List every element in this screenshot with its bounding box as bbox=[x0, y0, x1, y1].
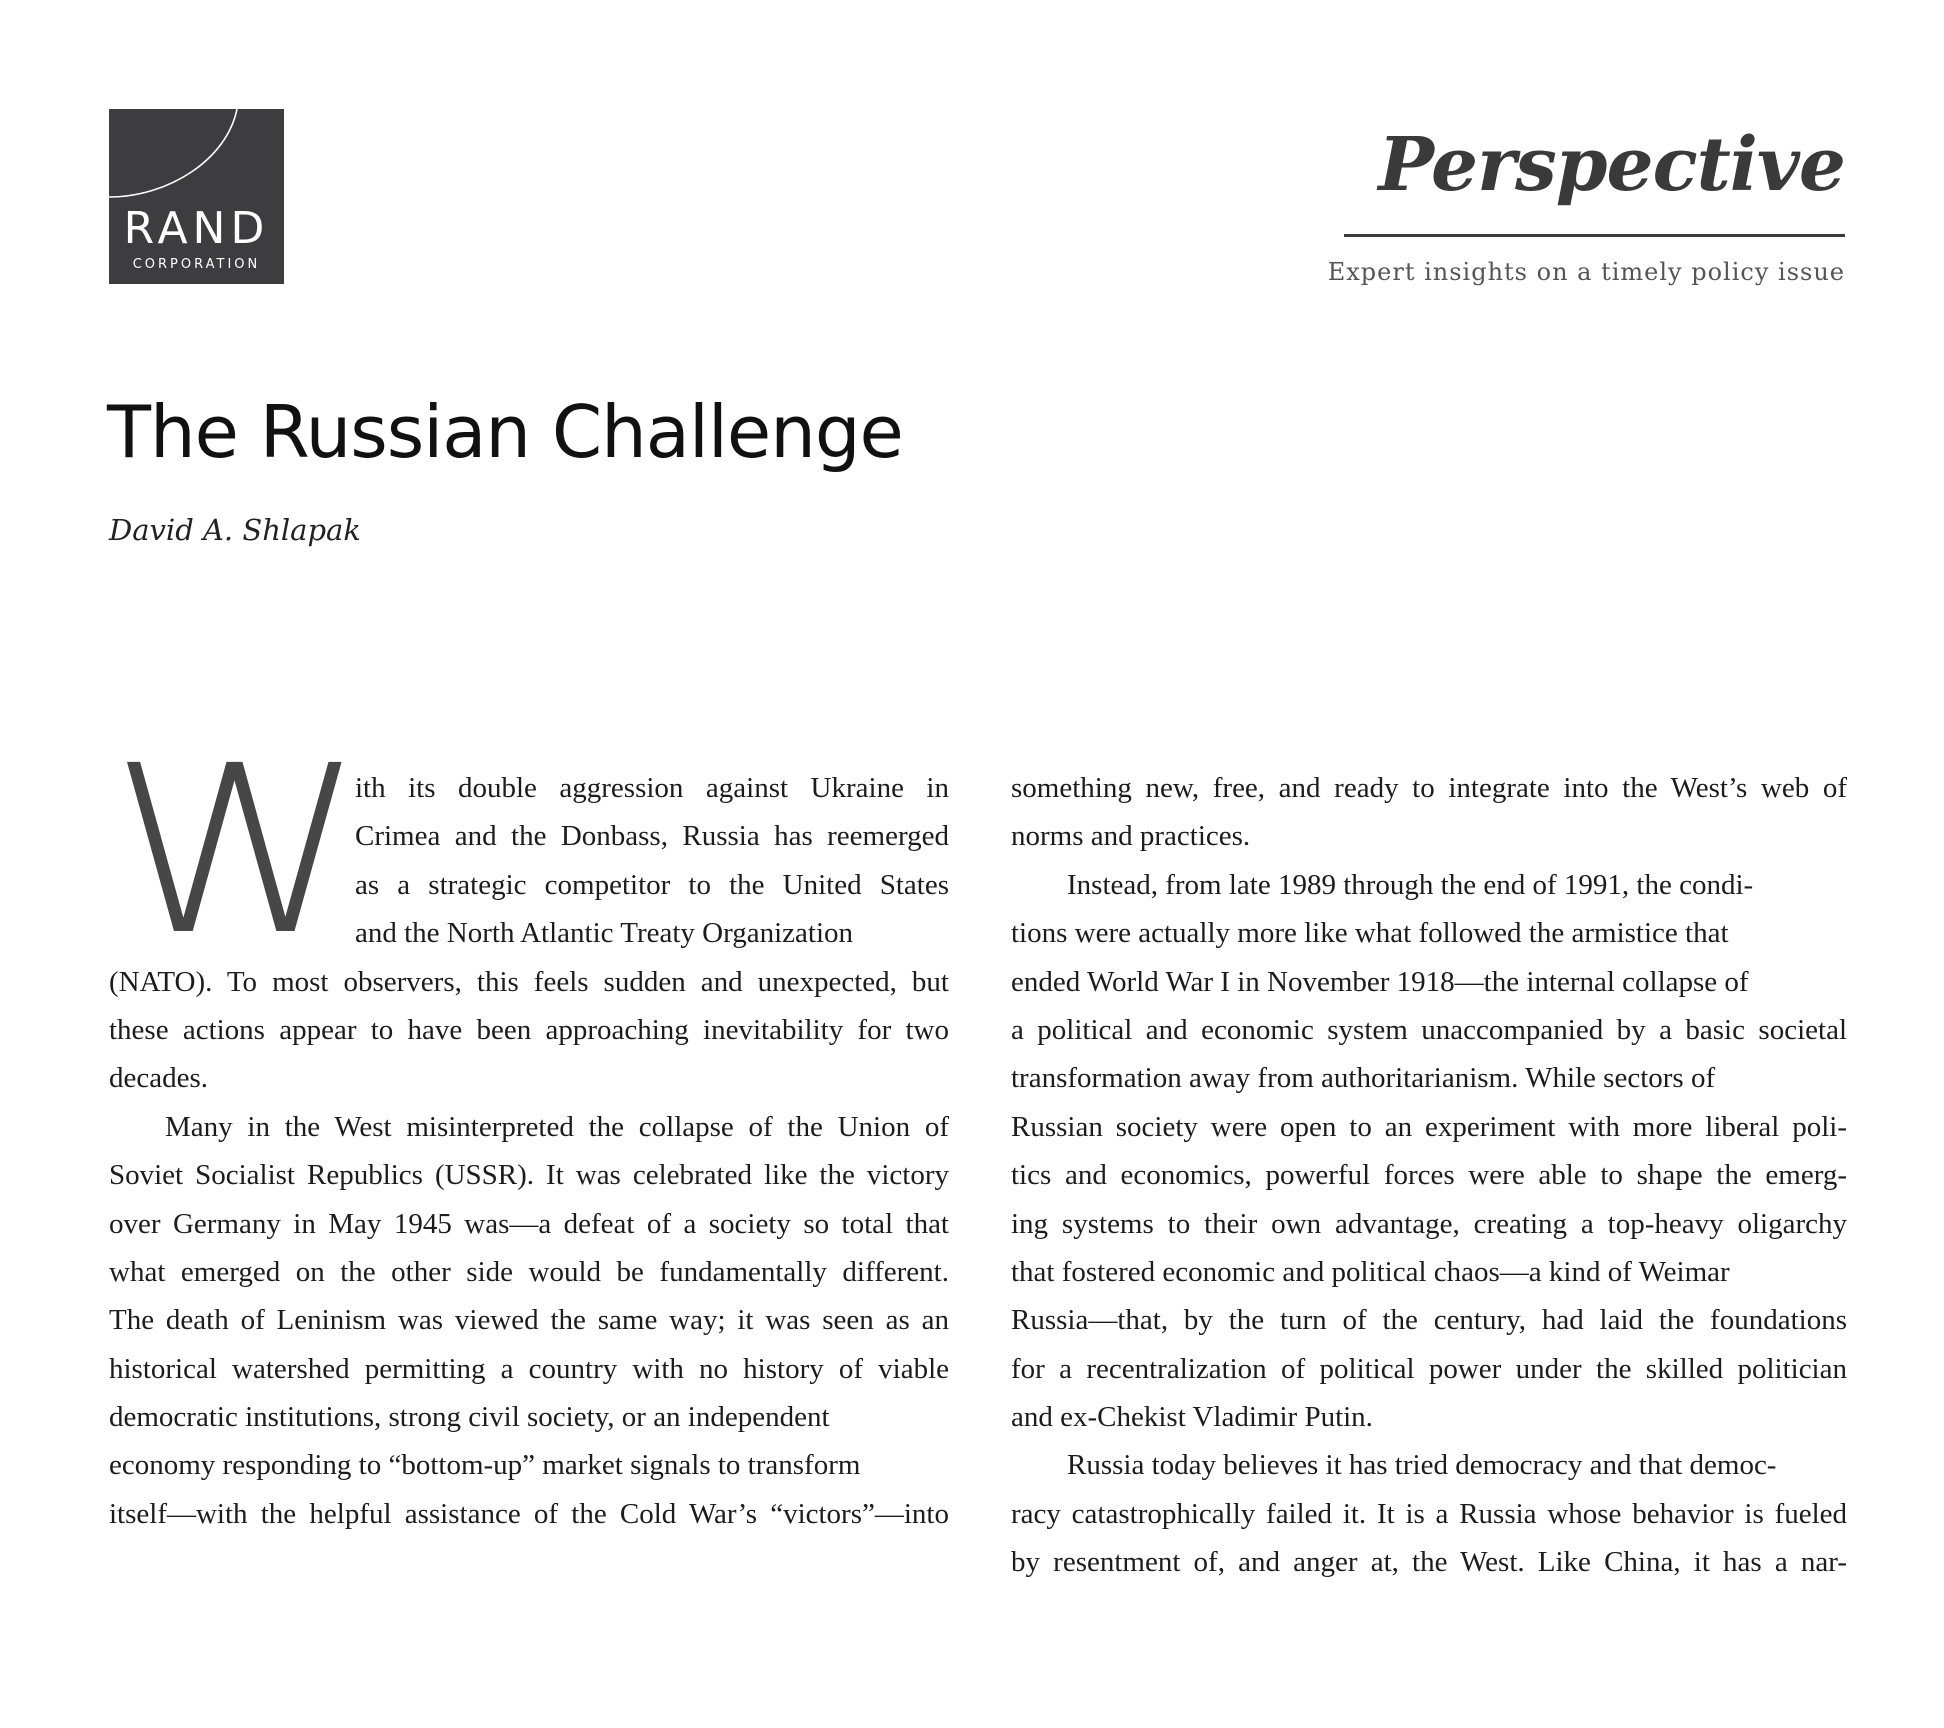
body-column-left bbox=[109, 764, 949, 1538]
body-line: Russia today believes it has tried democracy and that democ- bbox=[1067, 1449, 1777, 1482]
body-line: Many in the West misinterpreted the collapse of the Union of bbox=[165, 1110, 949, 1143]
series-tagline: Expert insights on a timely policy issue bbox=[1327, 258, 1845, 286]
body-line: democratic institutions, strong civil society, or an independent bbox=[109, 1401, 830, 1434]
body-line: something new, free, and ready to integrate into the West’s web of bbox=[1011, 772, 1847, 804]
body-line: The death of Leninism was viewed the same way; it was seen as an bbox=[109, 1304, 949, 1337]
body-line: for a recentralization of political power under the skilled politician bbox=[1011, 1352, 1847, 1385]
body-line: ith its double aggression against Ukraine in bbox=[355, 772, 949, 804]
rand-logo bbox=[109, 109, 284, 284]
body-line: ended World War I in November 1918—the internal collapse of bbox=[1011, 965, 1749, 998]
drop-cap-letter: W bbox=[109, 716, 366, 986]
body-line: these actions appear to have been approaching inevitability for two bbox=[109, 1013, 949, 1046]
article-title: The Russian Challenge bbox=[107, 390, 903, 474]
body-line: that fostered economic and political chaos—a kind of Weimar bbox=[1011, 1255, 1730, 1288]
body-line: Russia—that, by the turn of the century, had laid the foundations bbox=[1011, 1304, 1847, 1337]
article-author: David A. Shlapak bbox=[109, 513, 361, 547]
series-title: Perspective bbox=[1378, 122, 1845, 208]
body-line: economy responding to “bottom-up” market signals to transform bbox=[109, 1449, 861, 1482]
body-line: by resentment of, and anger at, the West. Like China, it has a nar- bbox=[1011, 1546, 1847, 1579]
body-line: Instead, from late 1989 through the end of 1991, the condi- bbox=[1067, 868, 1754, 901]
logo-subtitle: CORPORATION bbox=[132, 257, 261, 272]
body-line: and ex-Chekist Vladimir Putin. bbox=[1011, 1401, 1373, 1434]
body-line: as a strategic competitor to the United States bbox=[355, 868, 949, 901]
body-line: (NATO). To most observers, this feels sudden and unexpected, but bbox=[109, 965, 949, 998]
body-column-right bbox=[1011, 764, 1847, 1587]
body-line: a political and economic system unaccompanied by a basic societal bbox=[1011, 1013, 1847, 1046]
body-line: over Germany in May 1945 was—a defeat of a society so total that bbox=[109, 1207, 949, 1240]
body-line: itself—with the helpful assistance of the Cold War’s “victors”—into bbox=[109, 1497, 949, 1530]
body-line: Soviet Socialist Republics (USSR). It was celebrated like the victory bbox=[109, 1159, 949, 1192]
header-rule bbox=[1344, 234, 1845, 237]
body-line: tics and economics, powerful forces were able to shape the emerg- bbox=[1011, 1159, 1847, 1192]
body-line: Russian society were open to an experiment with more liberal poli- bbox=[1011, 1110, 1847, 1143]
body-line: transformation away from authoritarianism. While sectors of bbox=[1011, 1062, 1716, 1095]
body-line: what emerged on the other side would be fundamentally different. bbox=[109, 1255, 949, 1288]
body-line: historical watershed permitting a country with no history of viable bbox=[109, 1352, 949, 1385]
body-line: tions were actually more like what followed the armistice that bbox=[1011, 917, 1729, 950]
body-line: norms and practices. bbox=[1011, 820, 1251, 853]
logo-wordmark: RAND bbox=[123, 203, 270, 254]
body-line: racy catastrophically failed it. It is a Russia whose behavior is fueled bbox=[1011, 1497, 1847, 1530]
body-line: Crimea and the Donbass, Russia has reemerged bbox=[355, 820, 949, 853]
body-line: and the North Atlantic Treaty Organization bbox=[355, 917, 854, 950]
body-line: ing systems to their own advantage, creating a top-heavy oligarchy bbox=[1011, 1207, 1847, 1240]
body-line: decades. bbox=[109, 1062, 209, 1095]
